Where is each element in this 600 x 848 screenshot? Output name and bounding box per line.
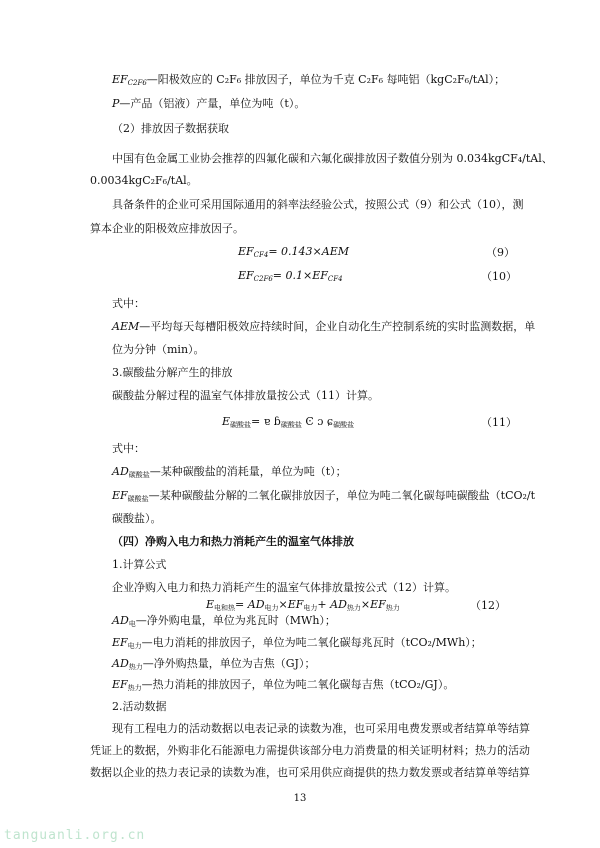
- symbol: EF: [112, 636, 128, 649]
- formula-sub: 热力: [346, 604, 361, 612]
- symbol: P: [112, 97, 120, 110]
- formula-part: = 0.143×AEM: [268, 245, 350, 258]
- symbol: AD: [112, 465, 129, 478]
- page-number: 13: [293, 793, 307, 804]
- formula-part: = ɐ ɓ: [251, 415, 281, 428]
- definition-text: —净外购电量，单位为兆瓦时（MWh）；: [135, 614, 336, 627]
- definition-text: —电力消耗的排放因子，单位为吨二氧化碳每兆瓦时（tCO₂/MWh）；: [141, 636, 482, 649]
- definition-aem: [112, 319, 535, 334]
- formula-part: ×EF: [360, 598, 386, 611]
- formula-part: ×EF: [278, 598, 304, 611]
- definition-text: —产品（铝液）产量，单位为吨（t）。: [119, 97, 306, 110]
- paragraph-line: 中国有色金属工业协会推荐的四氟化碳和六氟化碳排放因子数值分别为 0.034kgCF₄/tAl、: [112, 152, 553, 165]
- paragraph-line: 位为分钟（min）。: [112, 343, 205, 356]
- symbol: AEM: [112, 320, 140, 333]
- definition-ad-electricity: [112, 613, 336, 632]
- watermark: tanguanli.org.cn: [4, 828, 146, 843]
- symbol-sub: 碳酸盐: [128, 471, 150, 479]
- symbol: EF: [112, 678, 128, 691]
- formula-part: EF: [238, 269, 254, 282]
- formula-sub: CF4: [253, 251, 269, 259]
- formula-part: Ͼ ɔ ɕ: [301, 415, 334, 428]
- paragraph-line: 凭证上的数据，外购非化石能源电力需提供该部分电力消费量的相关证明材料；热力的活动: [90, 744, 530, 757]
- formula-sub: 电和热: [214, 604, 236, 612]
- formula-number: （11）: [481, 416, 517, 429]
- formula-sub: 碳酸盐: [280, 421, 302, 429]
- paragraph-line: 具备条件的企业可采用国际通用的斜率法经验公式，按照公式（9）和公式（10），测: [112, 198, 524, 211]
- paragraph-line: 算本企业的阳极效应排放因子。: [90, 222, 244, 235]
- formula-part: + AD: [317, 598, 347, 611]
- formula-sub: 电力: [303, 604, 318, 612]
- definition-text: —某种碳酸盐的消耗量，单位为吨（t）；: [149, 465, 347, 478]
- symbol-sub: 电力: [127, 642, 142, 650]
- paragraph-line: 式中：: [112, 297, 145, 310]
- symbol-sub: 碳酸盐: [127, 495, 149, 503]
- section-heading: 3.碳酸盐分解产生的排放: [112, 366, 233, 379]
- definition-ad-heat: [112, 656, 315, 675]
- formula-sub: CF4: [327, 275, 343, 283]
- symbol-sub: 电: [128, 620, 136, 628]
- definition-p: [112, 96, 305, 111]
- formula-part: EF: [238, 245, 254, 258]
- paragraph-line: 碳酸盐分解过程的温室气体排放量按公式（11）计算。: [112, 389, 379, 402]
- formula-part: E: [222, 415, 231, 428]
- formula-9: [238, 244, 349, 263]
- formula-sub: 电力: [264, 604, 279, 612]
- formula-part: = 0.1×EF: [272, 269, 328, 282]
- symbol: AD: [112, 614, 129, 627]
- paragraph-line: 碳酸盐）。: [112, 512, 162, 525]
- formula-part: E: [206, 598, 215, 611]
- formula-sub: C2F6: [253, 275, 273, 283]
- definition-text: —某种碳酸盐分解的二氧化碳排放因子，单位为吨二氧化碳每吨碳酸盐（tCO₂/t: [148, 489, 536, 502]
- paragraph-line: 式中：: [112, 442, 145, 455]
- formula-number: （12）: [470, 599, 506, 612]
- formula-sub: 碳酸盐: [333, 421, 355, 429]
- formula-part: = AD: [235, 598, 265, 611]
- paragraph-line: 企业净购入电力和热力消耗产生的温室气体排放量按公式（12）计算。: [112, 581, 456, 594]
- definition-text: —净外购热量，单位为吉焦（GJ）；: [142, 657, 316, 670]
- formula-number: （10）: [481, 270, 517, 283]
- symbol-sub: C2F6: [127, 79, 147, 87]
- formula-11: [222, 414, 354, 433]
- paragraph-line: 现有工程电力的活动数据以电表记录的读数为准，也可采用电费发票或者结算单等结算: [112, 722, 530, 735]
- symbol: EF: [112, 73, 128, 86]
- formula-sub: 碳酸盐: [230, 421, 252, 429]
- formula-sub: 热力: [385, 604, 400, 612]
- definition-ef-electricity: [112, 635, 482, 654]
- definition-ef-heat: [112, 677, 454, 696]
- definition-ad-carbonate: [112, 464, 347, 483]
- definition-text: —热力消耗的排放因子，单位为吨二氧化碳每吉焦（tCO₂/GJ）。: [141, 678, 455, 691]
- definition-text: —平均每天每槽阳极效应持续时间，企业自动化生产控制系统的实时监测数据，单: [139, 320, 536, 333]
- section-heading: （四）净购入电力和热力消耗产生的温室气体排放: [112, 535, 354, 548]
- definition-ef-carbonate: [112, 488, 535, 507]
- section-heading: 1.计算公式: [112, 558, 167, 571]
- definition-text: —阳极效应的 C₂F₆ 排放因子，单位为千克 C₂F₆ 每吨铝（kgC₂F₆/tAl）；: [146, 73, 506, 86]
- paragraph-line: 数据以企业的热力表记录的读数为准，也可采用供应商提供的热力数发票或者结算单等结算: [90, 766, 530, 779]
- section-heading: 2.活动数据: [112, 700, 167, 713]
- paragraph-line: 0.0034kgC₂F₆/tAl。: [90, 174, 198, 187]
- subsection-heading: （2）排放因子数据获取: [112, 122, 229, 135]
- symbol: EF: [112, 489, 128, 502]
- symbol: AD: [112, 657, 129, 670]
- formula-number: （9）: [486, 246, 515, 259]
- definition-ef-c2f6: [112, 72, 505, 91]
- symbol-sub: 热力: [127, 684, 142, 692]
- symbol-sub: 热力: [128, 663, 143, 671]
- formula-10: [238, 268, 343, 287]
